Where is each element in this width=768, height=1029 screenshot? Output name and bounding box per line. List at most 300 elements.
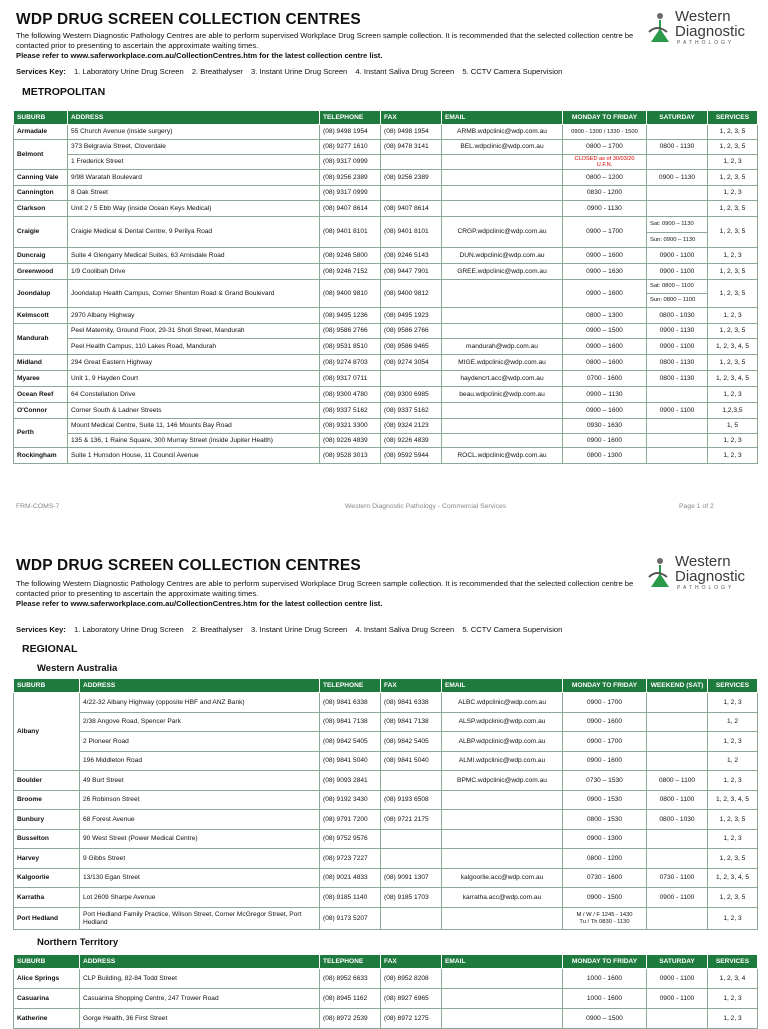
cell-fax: (08) 9256 2389 xyxy=(381,170,442,186)
cell-email: ARMB.wdpclinic@wdp.com.au xyxy=(442,125,563,140)
col-email: EMAIL xyxy=(442,955,563,969)
cell-telephone: (08) 9841 6338 xyxy=(320,693,381,713)
cell-fax: (08) 9495 1923 xyxy=(381,308,442,324)
col-fax: FAX xyxy=(381,955,442,969)
cell-address: 90 West Street (Power Medical Centre) xyxy=(80,830,320,849)
cell-fax: (08) 9324 2123 xyxy=(381,419,442,434)
cell-fax xyxy=(381,155,442,170)
cell-saturday xyxy=(647,125,708,140)
cell-email xyxy=(442,989,563,1009)
service-key-4: 4. Instant Saliva Drug Screen xyxy=(355,67,455,76)
table-row xyxy=(14,403,758,419)
cell-mon-fri xyxy=(563,908,647,930)
cell-email: karratha.acc@wdp.com.au xyxy=(442,888,563,908)
col-mon-fri: MONDAY TO FRIDAY xyxy=(563,955,647,969)
col-email: EMAIL xyxy=(442,111,563,125)
services-key-label: Services Key: xyxy=(16,625,66,634)
cell-fax xyxy=(381,186,442,201)
table-row xyxy=(14,830,758,849)
cell-telephone: (08) 9317 0711 xyxy=(320,371,381,387)
cell-mon-fri: CLOSED as of 30/03/20 U.F.N. xyxy=(563,155,647,170)
cell-email: kalgoorlie.acc@wdp.com.au xyxy=(442,869,563,888)
intro-paragraph: The following Western Diagnostic Pathology Centres are able to perform supervised Workplace Drug Screen sample collection. It is recommended that the selected collection centre be contacted prior to presenting to ascertain the approximate waiting times. xyxy=(16,31,634,50)
cell-suburb: Port Hedland xyxy=(14,908,80,930)
cell-suburb: Greenwood xyxy=(14,264,68,280)
cell-telephone: (08) 9752 9576 xyxy=(320,830,381,849)
cell-address: 13/130 Egan Street xyxy=(80,869,320,888)
logo-text-pathology: PATHOLOGY xyxy=(677,40,735,46)
table-row xyxy=(14,155,758,170)
cell-email: ALMI.wdpclinic@wdp.com.au xyxy=(442,752,563,771)
cell-telephone: (08) 8945 1162 xyxy=(320,989,381,1009)
cell-fax: (08) 9586 9465 xyxy=(381,339,442,355)
col-mon-fri: MONDAY TO FRIDAY xyxy=(563,679,647,693)
metro-header-row xyxy=(14,111,758,125)
service-key-1: 1. Laboratory Urine Drug Screen xyxy=(73,625,184,634)
cell-suburb: Busselton xyxy=(14,830,80,849)
cell-services: 1, 2, 3 xyxy=(708,830,758,849)
cell-services: 1, 2, 3, 5 xyxy=(708,217,758,248)
cell-services: 1, 2, 3 xyxy=(708,248,758,264)
cell-services: 1, 2, 3 xyxy=(708,448,758,464)
cell-email: ROCL.wdpclinic@wdp.com.au xyxy=(442,448,563,464)
cell-fax: (08) 8952 8208 xyxy=(381,969,442,989)
cell-saturday xyxy=(647,155,708,170)
services-key-label: Services Key: xyxy=(16,67,66,76)
table-row xyxy=(14,752,758,771)
cell-mon-fri: 0900 – 1500 xyxy=(563,1009,647,1029)
cell-address: Peel Health Campus, 110 Lakes Road, Mandurah xyxy=(68,339,320,355)
cell-email: CRGP.wdpclinic@wdp.com.au xyxy=(442,217,563,248)
cell-address: 68 Forest Avenue xyxy=(80,810,320,830)
cell-fax xyxy=(381,830,442,849)
cell-suburb: Kelmscott xyxy=(14,308,68,324)
refer-link-text: Please refer to www.saferworkplace.com.au/CollectionCentres.htm for the latest collection centre list. xyxy=(16,51,383,60)
cell-address: Gorge Health, 36 First Street xyxy=(80,1009,320,1029)
sun-line: Sun: 0900 – 1130 xyxy=(650,236,696,243)
col-telephone: TELEPHONE xyxy=(320,679,381,693)
hours-line: Tu / Th 0830 - 1130 xyxy=(579,918,630,925)
cell-address: 9/98 Waratah Boulevard xyxy=(68,170,320,186)
cell-mon-fri: 0830 - 1200 xyxy=(563,186,647,201)
cell-fax: (08) 9274 3054 xyxy=(381,355,442,371)
wdp-logo-mark-icon xyxy=(645,555,673,591)
cell-fax: (08) 9401 8101 xyxy=(381,217,442,248)
refer-link-text: Please refer to www.saferworkplace.com.au/CollectionCentres.htm for the latest collection centre list. xyxy=(16,599,383,608)
cell-saturday: 0800 - 1100 xyxy=(647,791,708,810)
cell-email xyxy=(442,201,563,217)
cell-services: 1, 2, 3 xyxy=(708,387,758,403)
cell-suburb: Albany xyxy=(14,693,80,771)
cell-saturday: 0900 - 1100 xyxy=(647,248,708,264)
cell-address: Casuarina Shopping Centre, 247 Trower Road xyxy=(80,989,320,1009)
cell-telephone: (08) 8972 2539 xyxy=(320,1009,381,1029)
table-row xyxy=(14,810,758,830)
cell-mon-fri: 0900 – 1130 xyxy=(563,387,647,403)
cell-telephone: (08) 9321 3300 xyxy=(320,419,381,434)
cell-mon-fri: 0800 – 1200 xyxy=(563,170,647,186)
cell-services: 1, 2, 3, 5 xyxy=(708,355,758,371)
cell-mon-fri: 1000 - 1600 xyxy=(563,989,647,1009)
cell-mon-fri: 0800 – 1300 xyxy=(563,308,647,324)
metro-table xyxy=(13,110,758,464)
table-row xyxy=(14,201,758,217)
cell-fax: (08) 9841 5040 xyxy=(381,752,442,771)
cell-telephone: (08) 9586 2766 xyxy=(320,324,381,339)
section-metropolitan: METROPOLITAN xyxy=(22,86,106,98)
cell-email xyxy=(442,419,563,434)
cell-telephone: (08) 9317 0999 xyxy=(320,186,381,201)
cell-address: 294 Great Eastern Highway xyxy=(68,355,320,371)
cell-email: ALBP.wdpclinic@wdp.com.au xyxy=(442,732,563,752)
cell-email: BPMC.wdpclinic@wdp.com.au xyxy=(442,771,563,791)
wdp-logo-2 xyxy=(645,555,760,591)
cell-saturday xyxy=(647,280,708,308)
col-services: SERVICES xyxy=(708,955,758,969)
cell-address: 1 Frederick Street xyxy=(68,155,320,170)
cell-saturday xyxy=(647,1009,708,1029)
cell-telephone: (08) 9274 8703 xyxy=(320,355,381,371)
table-row xyxy=(14,419,758,434)
cell-mon-fri: 0900 - 1500 xyxy=(563,888,647,908)
cell-telephone: (08) 9021 4833 xyxy=(320,869,381,888)
cell-services: 1, 2, 3, 5 xyxy=(708,170,758,186)
cell-address: Suite 4 Glengarry Medical Suites, 63 Arnisdale Road xyxy=(68,248,320,264)
cell-saturday xyxy=(647,693,708,713)
table-row xyxy=(14,888,758,908)
cell-suburb: Alice Springs xyxy=(14,969,80,989)
cell-saturday: 0730 - 1100 xyxy=(647,869,708,888)
cell-mon-fri: 0900 - 1700 xyxy=(563,693,647,713)
cell-services: 1, 2, 3, 5 xyxy=(708,888,758,908)
cell-fax: (08) 9300 6985 xyxy=(381,387,442,403)
cell-telephone: (08) 9841 5040 xyxy=(320,752,381,771)
cell-saturday xyxy=(647,448,708,464)
cell-fax: (08) 9400 9812 xyxy=(381,280,442,308)
table-row xyxy=(14,1009,758,1029)
cell-suburb: Rockingham xyxy=(14,448,68,464)
cell-suburb: Belmont xyxy=(14,140,68,170)
cell-suburb: Casuarina xyxy=(14,989,80,1009)
service-key-5: 5. CCTV Camera Supervision xyxy=(462,67,563,76)
nt-header-row xyxy=(14,955,758,969)
cell-mon-fri: 1000 - 1600 xyxy=(563,969,647,989)
cell-fax xyxy=(381,908,442,930)
cell-saturday xyxy=(647,434,708,448)
cell-address: 64 Constellation Drive xyxy=(68,387,320,403)
page-2 xyxy=(0,548,768,1024)
cell-address: 8 Oak Street xyxy=(68,186,320,201)
cell-services: 1, 2, 3, 5 xyxy=(708,264,758,280)
cell-saturday xyxy=(647,849,708,869)
cell-email: GREE.wdpclinic@wdp.com.au xyxy=(442,264,563,280)
table-row xyxy=(14,186,758,201)
table-row xyxy=(14,791,758,810)
cell-fax: (08) 9226 4839 xyxy=(381,434,442,448)
cell-telephone: (08) 9246 7152 xyxy=(320,264,381,280)
cell-suburb: Karratha xyxy=(14,888,80,908)
col-fax: FAX xyxy=(381,679,442,693)
cell-suburb: Katherine xyxy=(14,1009,80,1029)
col-suburb: SUBURB xyxy=(14,955,80,969)
cell-email xyxy=(442,1009,563,1029)
cell-saturday: 0900 - 1100 xyxy=(647,989,708,1009)
cell-saturday xyxy=(647,830,708,849)
cell-saturday: 0800 - 1130 xyxy=(647,371,708,387)
cell-email: haydencrt.acc@wdp.com.au xyxy=(442,371,563,387)
cell-mon-fri: 0900 – 1600 xyxy=(563,248,647,264)
cell-address: Craigie Medical & Dental Centre, 9 Perilya Road xyxy=(68,217,320,248)
cell-fax: (08) 9091 1307 xyxy=(381,869,442,888)
cell-services: 1, 2, 3 xyxy=(708,186,758,201)
cell-services: 1, 2, 3, 5 xyxy=(708,140,758,155)
cell-services: 1, 2, 3, 4, 5 xyxy=(708,339,758,355)
table-row xyxy=(14,264,758,280)
cell-address: 55 Church Avenue (inside surgery) xyxy=(68,125,320,140)
cell-email xyxy=(442,403,563,419)
cell-fax: (08) 9592 5944 xyxy=(381,448,442,464)
cell-mon-fri: 0800 – 1600 xyxy=(563,355,647,371)
cell-telephone: (08) 9173 5207 xyxy=(320,908,381,930)
cell-mon-fri: 0900 - 1300 xyxy=(563,830,647,849)
cell-email: MIGE.wdpclinic@wdp.com.au xyxy=(442,355,563,371)
cell-services: 1, 2, 3, 4 xyxy=(708,969,758,989)
cell-mon-fri: 0700 - 1600 xyxy=(563,371,647,387)
cell-address: 1/9 Coolibah Drive xyxy=(68,264,320,280)
logo-text-diagnostic: Diagnostic xyxy=(675,568,746,585)
cell-suburb: Duncraig xyxy=(14,248,68,264)
cell-mon-fri: 0900 – 1630 xyxy=(563,264,647,280)
cell-services: 1, 2, 3, 5 xyxy=(708,849,758,869)
table-row xyxy=(14,434,758,448)
cell-telephone: (08) 9407 8614 xyxy=(320,201,381,217)
cell-saturday xyxy=(647,752,708,771)
cell-email: mandurah@wdp.com.au xyxy=(442,339,563,355)
cell-telephone: (08) 9185 1140 xyxy=(320,888,381,908)
cell-fax: (08) 9246 5143 xyxy=(381,248,442,264)
cell-telephone: (08) 9841 7138 xyxy=(320,713,381,732)
table-row xyxy=(14,308,758,324)
cell-mon-fri: 0900 - 1600 xyxy=(563,434,647,448)
cell-saturday xyxy=(647,201,708,217)
table-row xyxy=(14,324,758,339)
cell-address: Suite 1 Hunsdon House, 11 Council Avenue xyxy=(68,448,320,464)
cell-fax: (08) 9842 5405 xyxy=(381,732,442,752)
table-row xyxy=(14,170,758,186)
cell-address: Unit 1, 9 Hayden Court xyxy=(68,371,320,387)
logo-text-pathology: PATHOLOGY xyxy=(677,585,735,591)
cell-services: 1, 2, 3, 5 xyxy=(708,280,758,308)
table-row xyxy=(14,849,758,869)
table-row xyxy=(14,713,758,732)
cell-services: 1, 2 xyxy=(708,752,758,771)
cell-suburb: Ocean Reef xyxy=(14,387,68,403)
cell-services: 1, 2, 3, 4, 5 xyxy=(708,869,758,888)
cell-suburb: Harvey xyxy=(14,849,80,869)
cell-address: Joondalup Health Campus, Corner Shenton Road & Grand Boulevard xyxy=(68,280,320,308)
footer-page: Page 1 of 2 xyxy=(679,503,714,510)
service-key-3: 3. Instant Urine Drug Screen xyxy=(251,67,348,76)
cell-suburb: Myaree xyxy=(14,371,68,387)
cell-fax: (08) 9498 1954 xyxy=(381,125,442,140)
cell-fax: (08) 9447 7901 xyxy=(381,264,442,280)
cell-saturday: 0800 - 1130 xyxy=(647,355,708,371)
cell-services: 1, 2 xyxy=(708,713,758,732)
wdp-logo-mark-icon xyxy=(645,10,673,46)
sat-line: Sat: 0900 – 1130 xyxy=(647,217,707,233)
cell-telephone: (08) 9495 1236 xyxy=(320,308,381,324)
logo-text-western: Western xyxy=(675,553,731,570)
cell-services: 1, 2, 3 xyxy=(708,771,758,791)
cell-fax: (08) 8927 6965 xyxy=(381,989,442,1009)
cell-suburb: Boulder xyxy=(14,771,80,791)
cell-suburb: Armadale xyxy=(14,125,68,140)
table-row xyxy=(14,908,758,930)
cell-address: Mount Medical Centre, Suite 11, 146 Mounts Bay Road xyxy=(68,419,320,434)
cell-email xyxy=(442,170,563,186)
cell-address: Port Hedland Family Practice, Wilson Street, Corner McGregor Street, Port Hedland xyxy=(80,908,320,930)
cell-address: 2 Pioneer Road xyxy=(80,732,320,752)
cell-mon-fri: 0800 - 1530 xyxy=(563,810,647,830)
cell-telephone: (08) 9246 5800 xyxy=(320,248,381,264)
cell-services: 1, 2, 3 xyxy=(708,308,758,324)
cell-mon-fri: 0900 – 1600 xyxy=(563,403,647,419)
cell-mon-fri: 0900 – 1600 xyxy=(563,280,647,308)
cell-email xyxy=(442,324,563,339)
cell-telephone: (08) 9192 3430 xyxy=(320,791,381,810)
cell-email: beau.wdpclinic@wdp.com.au xyxy=(442,387,563,403)
cell-telephone: (08) 9400 9810 xyxy=(320,280,381,308)
cell-services: 1, 5 xyxy=(708,419,758,434)
cell-mon-fri: 0800 – 1700 xyxy=(563,140,647,155)
cell-address: 2/38 Angove Road, Spencer Park xyxy=(80,713,320,732)
service-key-2: 2. Breathalyser xyxy=(191,625,243,634)
cell-mon-fri: 0900 - 1130 xyxy=(563,201,647,217)
cell-fax: (08) 9193 6508 xyxy=(381,791,442,810)
cell-telephone: (08) 9300 4780 xyxy=(320,387,381,403)
cell-fax: (08) 9337 5162 xyxy=(381,403,442,419)
table-row xyxy=(14,140,758,155)
cell-email: ALBC.wdpclinic@wdp.com.au xyxy=(442,693,563,713)
cell-email xyxy=(442,908,563,930)
cell-mon-fri: 0900 - 1600 xyxy=(563,752,647,771)
cell-services: 1, 2, 3 xyxy=(708,908,758,930)
col-services: SERVICES xyxy=(708,679,758,693)
table-row xyxy=(14,355,758,371)
service-key-1: 1. Laboratory Urine Drug Screen xyxy=(73,67,184,76)
cell-telephone: (08) 9401 8101 xyxy=(320,217,381,248)
table-row xyxy=(14,732,758,752)
service-key-5: 5. CCTV Camera Supervision xyxy=(462,625,563,634)
cell-saturday xyxy=(647,732,708,752)
cell-suburb: Perth xyxy=(14,419,68,448)
cell-suburb: Clarkson xyxy=(14,201,68,217)
cell-address: Unit 2 / 5 Ebb Way (inside Ocean Keys Medical) xyxy=(68,201,320,217)
cell-telephone: (08) 9337 5162 xyxy=(320,403,381,419)
cell-address: Corner South & Ladner Streets xyxy=(68,403,320,419)
sat-line: Sat: 0800 – 1100 xyxy=(647,280,707,294)
cell-services: 1, 2, 3 xyxy=(708,732,758,752)
cell-address: 49 Burt Street xyxy=(80,771,320,791)
hours-line: M / W / F 1245 - 1430 xyxy=(576,912,633,918)
col-fax: FAX xyxy=(381,111,442,125)
cell-fax: (08) 9841 6338 xyxy=(381,693,442,713)
cell-mon-fri: 0900 - 1300 / 1330 - 1500 xyxy=(563,125,647,140)
table-row xyxy=(14,217,758,248)
cell-address: Peel Maternity, Ground Floor, 29-31 Sholl Street, Mandurah xyxy=(68,324,320,339)
services-key xyxy=(16,67,568,76)
col-services: SERVICES xyxy=(708,111,758,125)
table-row xyxy=(14,371,758,387)
cell-saturday: 0900 - 1130 xyxy=(647,324,708,339)
cell-address: 2970 Albany Highway xyxy=(68,308,320,324)
cell-suburb: Cannington xyxy=(14,186,68,201)
table-row xyxy=(14,969,758,989)
cell-telephone: (08) 9528 3013 xyxy=(320,448,381,464)
col-saturday: SATURDAY xyxy=(647,955,708,969)
cell-mon-fri: 0900 - 1600 xyxy=(563,713,647,732)
intro-text-2 xyxy=(16,579,636,609)
intro-text xyxy=(16,31,636,61)
service-key-2: 2. Breathalyser xyxy=(191,67,243,76)
cell-fax xyxy=(381,371,442,387)
cell-mon-fri: 0930 - 1630 xyxy=(563,419,647,434)
cell-address: 135 & 136, 1 Raine Square, 300 Murray Street (inside Jupiter Health) xyxy=(68,434,320,448)
cell-services: 1, 2, 3, 5 xyxy=(708,324,758,339)
cell-mon-fri: 0900 – 1500 xyxy=(563,324,647,339)
col-mon-fri: MONDAY TO FRIDAY xyxy=(563,111,647,125)
cell-email: ALSP.wdpclinic@wdp.com.au xyxy=(442,713,563,732)
footer-form-code: FRM-COMS-7 xyxy=(16,503,60,510)
cell-mon-fri: 0900 - 1530 xyxy=(563,791,647,810)
cell-services: 1, 2, 3, 4, 5 xyxy=(708,371,758,387)
table-row xyxy=(14,693,758,713)
col-weekend: WEEKEND (SAT) xyxy=(647,679,708,693)
cell-fax: (08) 8972 1275 xyxy=(381,1009,442,1029)
table-row xyxy=(14,448,758,464)
col-email: EMAIL xyxy=(442,679,563,693)
cell-address: 4/22-32 Albany Highway (opposite HBF and ANZ Bank) xyxy=(80,693,320,713)
cell-saturday: 0900 - 1100 xyxy=(647,969,708,989)
cell-services: 1, 2, 3 xyxy=(708,693,758,713)
cell-saturday: 0900 - 1100 xyxy=(647,888,708,908)
table-row xyxy=(14,248,758,264)
intro-paragraph: The following Western Diagnostic Pathology Centres are able to perform supervised Workplace Drug Screen sample collection. It is recommended that the selected collection centre be contacted prior to presenting to ascertain the approximate waiting times. xyxy=(16,579,634,598)
table-row xyxy=(14,989,758,1009)
cell-fax: (08) 9721 2175 xyxy=(381,810,442,830)
sun-line: Sun: 0800 – 1100 xyxy=(650,297,696,303)
col-saturday: SATURDAY xyxy=(647,111,708,125)
cell-telephone: (08) 8952 6633 xyxy=(320,969,381,989)
cell-services: 1, 2, 3 xyxy=(708,155,758,170)
cell-fax xyxy=(381,771,442,791)
cell-saturday: 0800 - 1030 xyxy=(647,308,708,324)
cell-suburb: Canning Vale xyxy=(14,170,68,186)
cell-email xyxy=(442,791,563,810)
cell-services: 1, 2, 3 xyxy=(708,989,758,1009)
col-suburb: SUBURB xyxy=(14,111,68,125)
cell-telephone: (08) 9093 2841 xyxy=(320,771,381,791)
cell-address: 373 Belgravia Street, Cloverdale xyxy=(68,140,320,155)
services-key-2 xyxy=(16,625,568,634)
cell-mon-fri: 0900 – 1700 xyxy=(563,217,647,248)
cell-telephone: (08) 9842 5405 xyxy=(320,732,381,752)
cell-services: 1,2,3,5 xyxy=(708,403,758,419)
cell-services: 1, 2, 3, 5 xyxy=(708,810,758,830)
cell-fax: (08) 9407 8614 xyxy=(381,201,442,217)
col-address: ADDRESS xyxy=(80,679,320,693)
wa-table xyxy=(13,678,758,930)
